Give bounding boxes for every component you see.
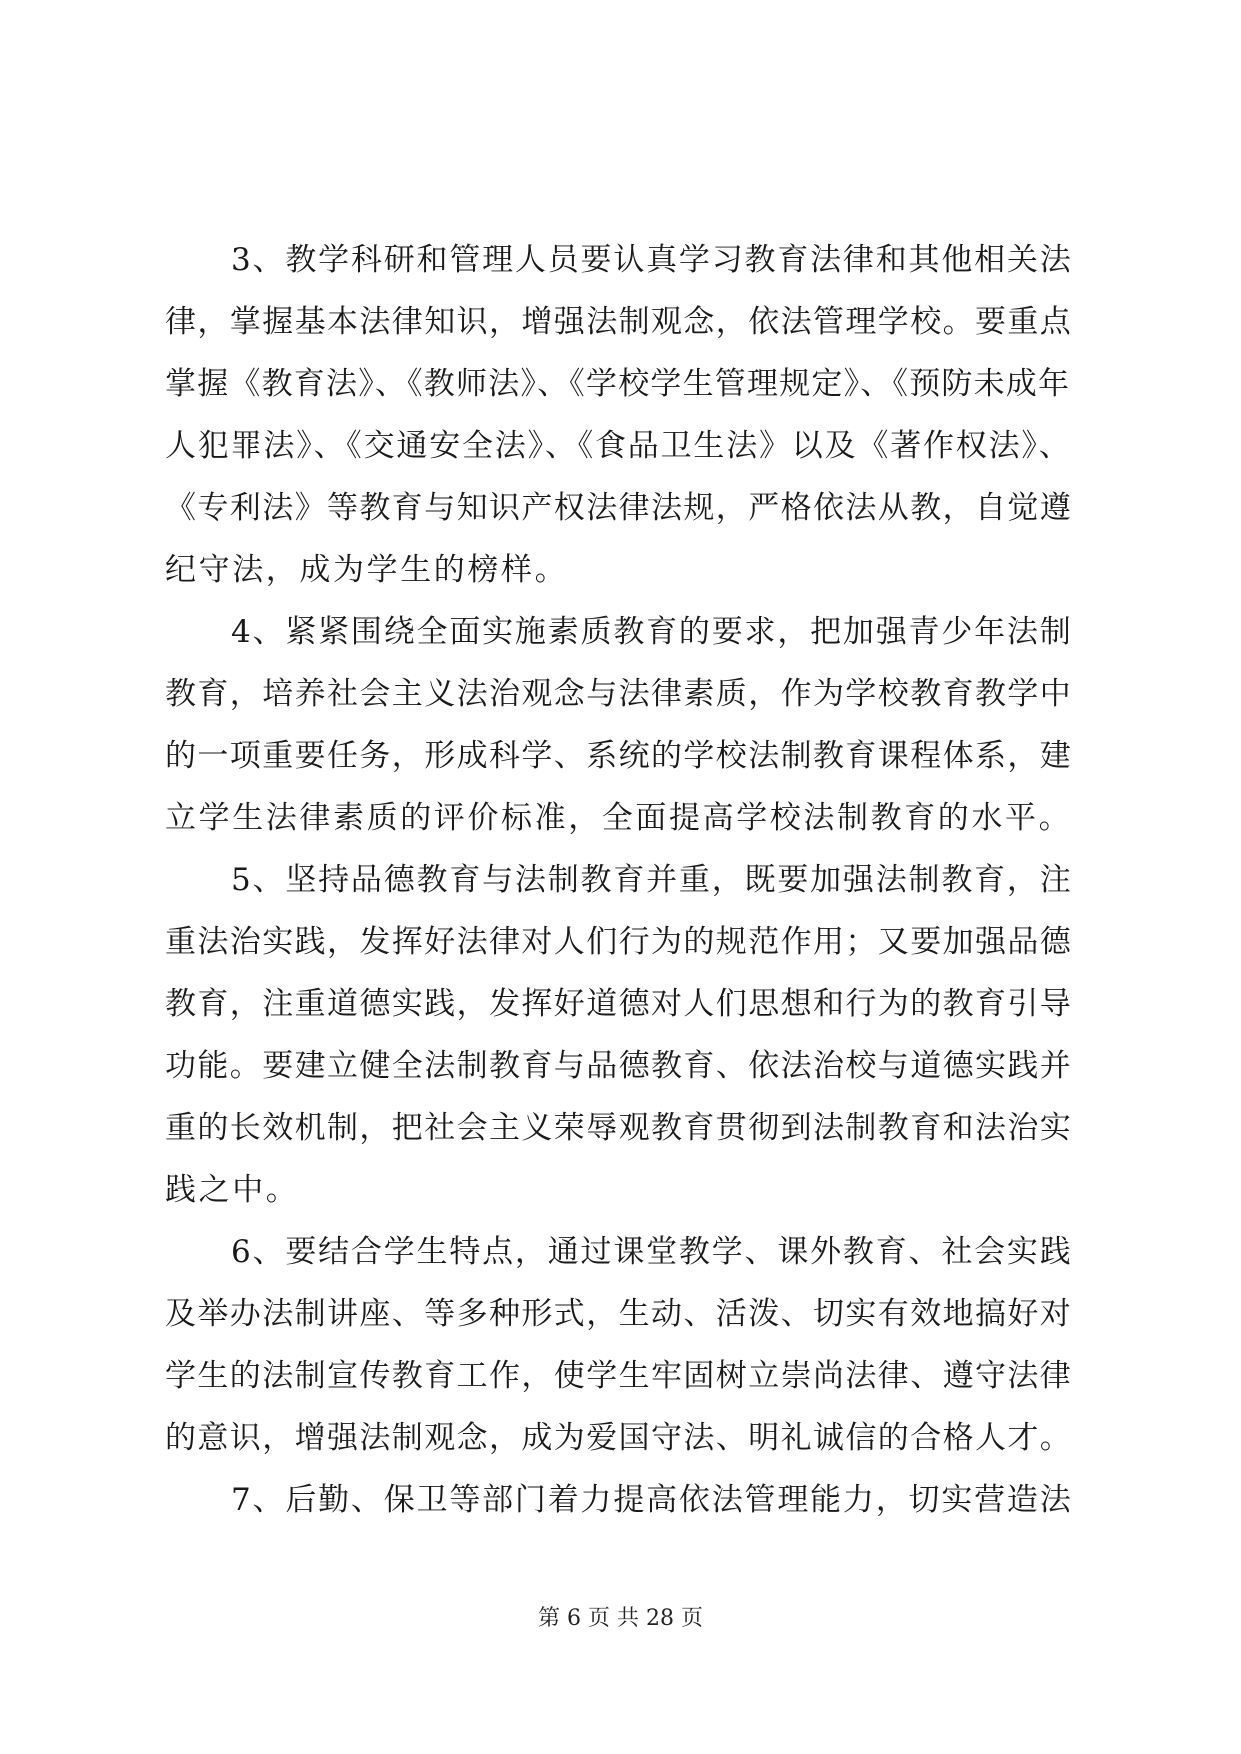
text-line: 学生的法制宣传教育工作，使学生牢固树立崇尚法律、遵守法律 <box>165 1358 1073 1394</box>
text-line: 重法治实践，发挥好法律对人们行为的规范作用；又要加强品德 <box>165 924 1073 960</box>
text-line: 重的长效机制，把社会主义荣辱观教育贯彻到法制教育和法治实 <box>165 1110 1073 1146</box>
text-line: 及举办法制讲座、等多种形式，生动、活泼、切实有效地搞好对 <box>165 1296 1073 1332</box>
text-line: 人犯罪法》、《交通安全法》、《食品卫生法》以及《著作权法》、 <box>165 428 1072 464</box>
document-body <box>165 229 1075 1531</box>
text-line: 3、教学科研和管理人员要认真学习教育法律和其他相关法 <box>231 242 1073 278</box>
text-line: 6、要结合学生特点，通过课堂教学、课外教育、社会实践 <box>231 1234 1073 1270</box>
text-line: 的意识，增强法制观念，成为爱国守法、明礼诚信的合格人才。 <box>165 1420 1073 1456</box>
text-line: 教育，培养社会主义法治观念与法律素质，作为学校教育教学中 <box>165 676 1073 712</box>
text-line: 功能。要建立健全法制教育与品德教育、依法治校与道德实践并 <box>165 1048 1073 1084</box>
text-line: 的一项重要任务，形成科学、系统的学校法制教育课程体系，建 <box>165 738 1073 774</box>
text-line: 教育，注重道德实践，发挥好道德对人们思想和行为的教育引导 <box>165 986 1073 1022</box>
page-number-footer: 第 6 页 共 28 页 <box>538 1606 703 1631</box>
text-line: 践之中。 <box>165 1172 300 1208</box>
text-line: 《专利法》等教育与知识产权法律法规，严格依法从教，自觉遵 <box>165 490 1073 526</box>
text-line: 4、紧紧围绕全面实施素质教育的要求，把加强青少年法制 <box>231 614 1073 650</box>
text-line: 掌握《教育法》、《教师法》、《学校学生管理规定》、《预防未成年 <box>165 366 1071 402</box>
text-line: 律，掌握基本法律知识，增强法制观念，依法管理学校。要重点 <box>165 304 1073 340</box>
text-line: 立学生法律素质的评价标准，全面提高学校法制教育的水平。 <box>165 800 1073 836</box>
text-line: 7、后勤、保卫等部门着力提高依法管理能力，切实营造法 <box>231 1482 1073 1518</box>
text-line: 5、坚持品德教育与法制教育并重，既要加强法制教育，注 <box>231 862 1073 898</box>
text-line: 纪守法，成为学生的榜样。 <box>165 552 569 588</box>
